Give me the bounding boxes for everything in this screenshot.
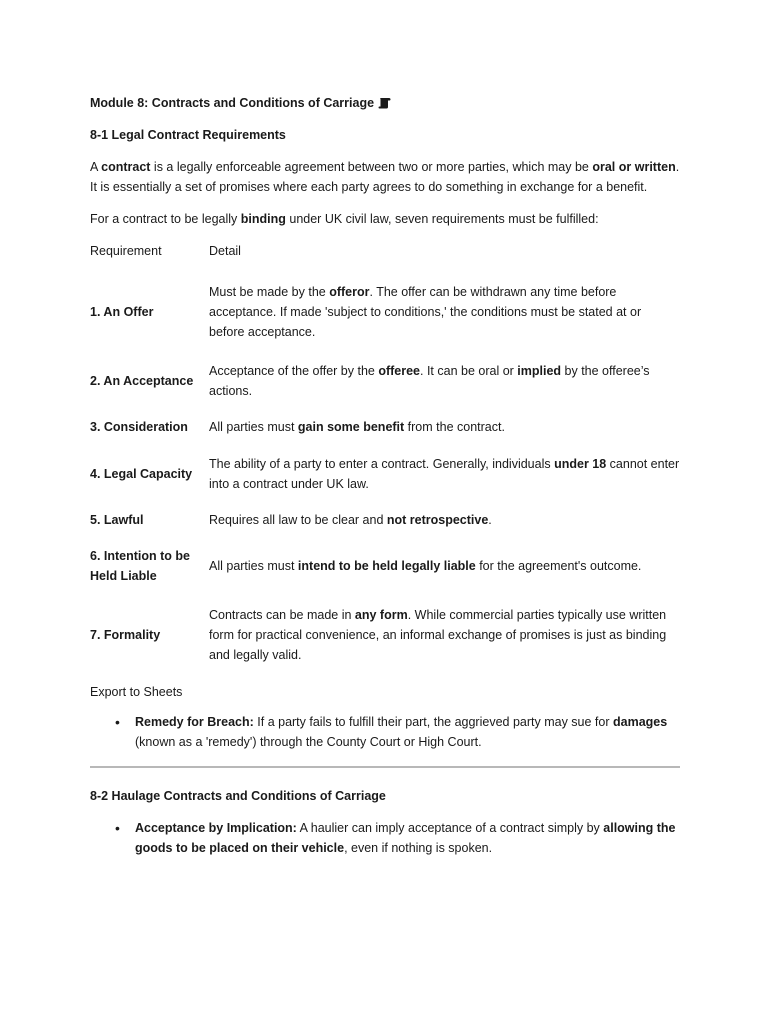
table-row	[90, 502, 680, 538]
detail-cell: All parties must gain some benefit from the contract.	[209, 420, 505, 434]
detail-cell: All parties must intend to be held legally liable for the agreement's outcome.	[209, 559, 642, 573]
table-row	[90, 594, 680, 676]
requirement-cell: 1. An Offer	[90, 305, 154, 319]
requirement-cell: 6. Intention to be Held Liable	[90, 549, 190, 583]
scroll-icon	[378, 97, 391, 109]
list-item: • Acceptance by Implication: A haulier can imply acceptance of a contract simply by allowing the goods to be placed on their vehicle, even if nothing is spoken.	[135, 818, 680, 858]
table-row	[90, 446, 680, 502]
document-page	[90, 93, 680, 870]
contract-definition-paragraph: A contract is a legally enforceable agreement between two or more parties, which may be oral or written. It is essentially a set of promises where each party agrees to do something in exchange for a benefit.	[90, 160, 680, 194]
section1-bullet-list	[90, 712, 680, 752]
section-heading-8-1: 8-1 Legal Contract Requirements	[90, 128, 286, 142]
section-heading-8-2: 8-2 Haulage Contracts and Conditions of Carriage	[90, 789, 386, 803]
requirement-cell: 7. Formality	[90, 628, 161, 642]
table-header-row	[90, 241, 680, 271]
requirement-cell: 4. Legal Capacity	[90, 467, 193, 481]
list-item: • Remedy for Breach: If a party fails to fulfill their part, the aggrieved party may sue for damages (known as a 'remedy') through the County Court or High Court.	[135, 712, 680, 752]
module-title	[90, 93, 680, 113]
table-row	[90, 538, 680, 594]
detail-cell: The ability of a party to enter a contract. Generally, individuals under 18 cannot enter into a contract under UK law.	[209, 457, 680, 491]
table-row	[90, 408, 680, 446]
column-header-requirement: Requirement	[90, 244, 162, 258]
binding-requirements-paragraph: For a contract to be legally binding under UK civil law, seven requirements must be fulfilled:	[90, 212, 599, 226]
detail-cell: Acceptance of the offer by the offeree. It can be oral or implied by the offeree’s actions.	[209, 363, 650, 398]
table-row	[90, 271, 680, 353]
module-title-text: Module 8: Contracts and Conditions of Carriage	[90, 96, 375, 110]
detail-cell: Must be made by the offeror. The offer can be withdrawn any time before acceptance. If made 'subject to conditions,' the conditions must be stated at or before acceptance.	[209, 285, 642, 339]
detail-cell: Requires all law to be clear and not retrospective.	[209, 513, 492, 527]
section-divider	[90, 766, 680, 768]
section2-bullet-list	[90, 818, 680, 858]
requirements-table	[90, 241, 680, 676]
table-row	[90, 353, 680, 408]
detail-cell: Contracts can be made in any form. While commercial parties typically use written form for practical convenience, an informal exchange of promises is just as binding and legally valid.	[209, 608, 667, 662]
requirement-cell: 5. Lawful	[90, 513, 144, 527]
requirement-cell: 2. An Acceptance	[90, 373, 194, 388]
column-header-detail: Detail	[209, 244, 241, 258]
requirement-cell: 3. Consideration	[90, 420, 188, 434]
export-to-sheets-link[interactable]: Export to Sheets	[90, 685, 183, 699]
